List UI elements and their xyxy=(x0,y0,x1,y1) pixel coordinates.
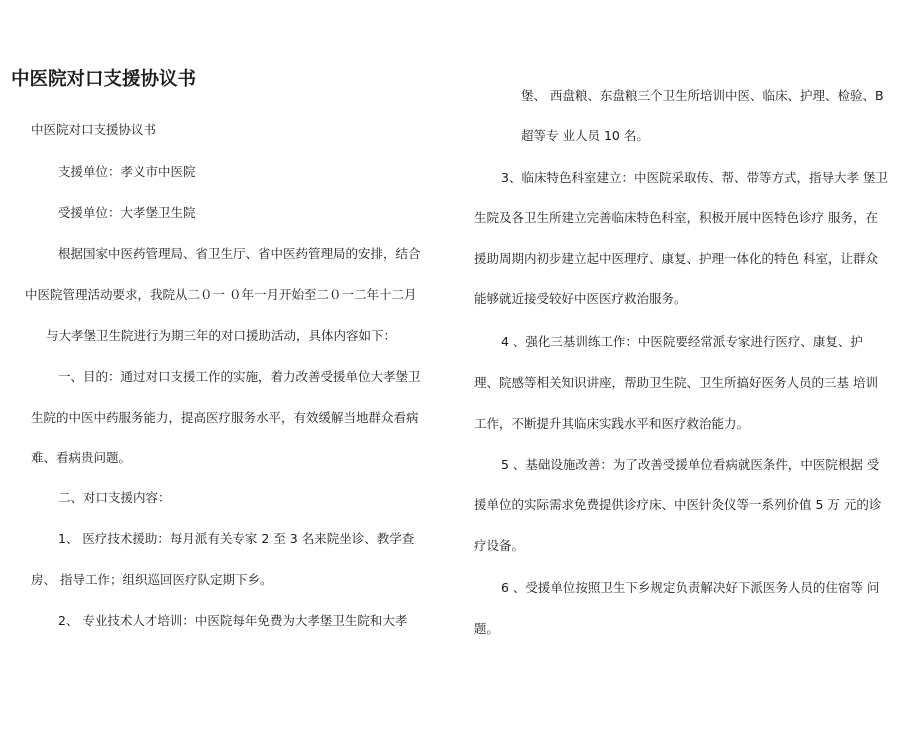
left-line-4: 中医院管理活动要求，我院从二０一 ０年一月开始至二０一二年十二月 xyxy=(25,287,417,302)
right-line-13: 题。 xyxy=(474,621,500,636)
left-line-6: 一、目的：通过对口支援工作的实施，着力改善受援单位大孝堡卫 xyxy=(58,369,421,384)
right-line-2: 3、临床特色科室建立：中医院采取传、帮、带等方式，指导大孝 堡卫 xyxy=(501,170,888,185)
left-line-1: 支援单位：孝义市中医院 xyxy=(58,164,196,179)
left-line-3: 根据国家中医药管理局、省卫生厅、省中医药管理局的安排，结合 xyxy=(58,246,421,261)
right-line-6: 4 、强化三基训练工作：中医院要经常派专家进行医疗、康复、护 xyxy=(501,334,863,349)
right-line-3: 生院及各卫生所建立完善临床特色科室，积极开展中医特色诊疗 服务，在 xyxy=(474,210,878,225)
right-line-7: 理、院感等相关知识讲座，帮助卫生院、卫生所搞好医务人员的三基 培训 xyxy=(474,375,878,390)
left-line-5: 与大孝堡卫生院进行为期三年的对口援助活动，具体内容如下： xyxy=(46,328,397,343)
left-line-8: 难、看病贵问题。 xyxy=(31,450,132,465)
left-line-9: 二、对口支援内容： xyxy=(58,490,171,505)
right-line-11: 疗设备。 xyxy=(474,538,525,553)
right-line-0: 堡、 西盘粮、东盘粮三个卫生所培训中医、临床、护理、检验、B xyxy=(521,88,884,103)
right-line-10: 援单位的实际需求免费提供诊疗床、中医针灸仪等一系列价值 5 万 元的诊 xyxy=(474,497,882,512)
left-line-2: 受援单位：大孝堡卫生院 xyxy=(58,205,196,220)
right-line-9: 5 、基础设施改善：为了改善受援单位看病就医条件，中医院根据 受 xyxy=(501,457,880,472)
right-line-1: 超等专 业人员 10 名。 xyxy=(521,128,649,143)
document-title: 中医院对口支援协议书 xyxy=(11,69,197,90)
left-line-11: 房、 指导工作；组织巡回医疗队定期下乡。 xyxy=(31,572,273,587)
right-line-4: 援助周期内初步建立起中医理疗、康复、护理一体化的特色 科室，让群众 xyxy=(474,251,878,266)
right-line-5: 能够就近接受较好中医医疗救治服务。 xyxy=(474,291,687,306)
left-line-10: 1、 医疗技术援助：每月派有关专家 2 至 3 名来院坐诊、教学查 xyxy=(58,531,415,546)
right-line-12: 6 、受援单位按照卫生下乡规定负责解决好下派医务人员的住宿等 问 xyxy=(501,580,880,595)
right-line-8: 工作，不断提升其临床实践水平和医疗救治能力。 xyxy=(474,416,750,431)
left-line-7: 生院的中医中药服务能力，提高医疗服务水平，有效缓解当地群众看病 xyxy=(31,410,419,425)
left-line-0: 中医院对口支援协议书 xyxy=(31,122,157,137)
left-line-12: 2、 专业技术人才培训：中医院每年免费为大孝堡卫生院和大孝 xyxy=(58,613,408,628)
